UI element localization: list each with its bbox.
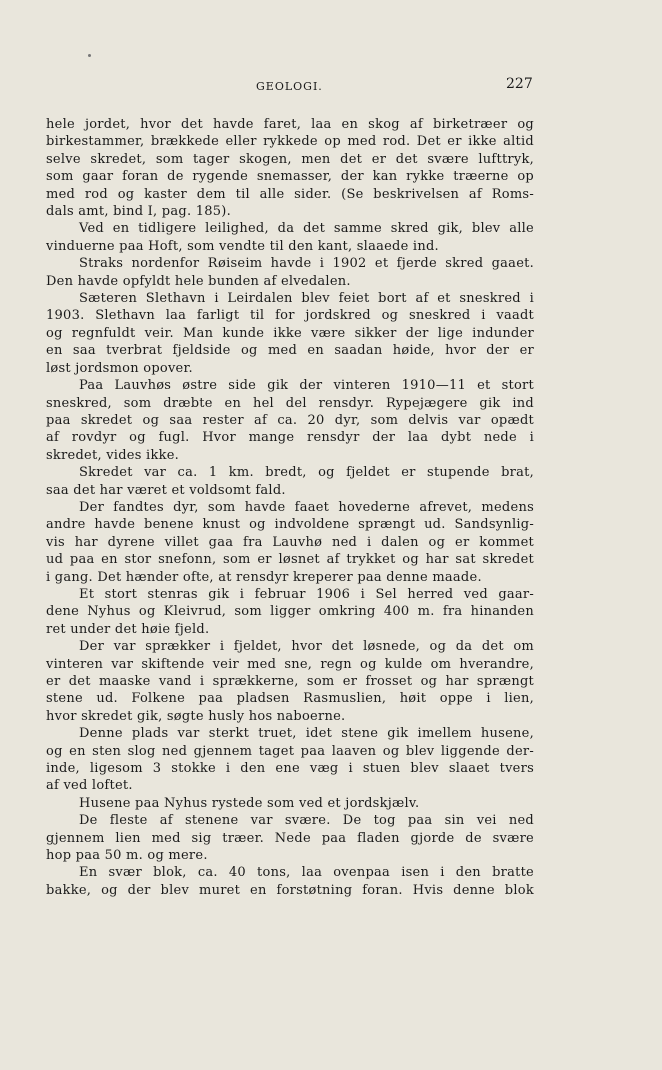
text-line: Skredet var ca. 1 km. bredt, og fjeldet er stupende brat, (79, 465, 534, 481)
text-line: selve skredet, som tager skogen, men det er det svære lufttryk, (46, 151, 534, 167)
text-line: birkestammer, brækkede eller rykkede op med rod. Det er ikke altid (46, 134, 534, 150)
text-line: af rovdyr og fugl. Hvor mange rensdyr der laa dybt nede i (46, 430, 534, 446)
text-line: Ved en tidligere leilighed, da det samme skred gik, blev alle (79, 221, 534, 237)
text-line: af ved loftet. (46, 778, 133, 794)
text-line: som gaar foran de rygende snemasser, der kan rykke træerne op (46, 169, 534, 185)
text-line: stene ud. Folkene paa pladsen Rasmuslien, høit oppe i lien, (46, 691, 534, 707)
ink-speck (88, 54, 91, 57)
text-line: er det maaske vand i sprækkerne, som er frosset og har sprængt (46, 674, 534, 689)
text-line: Straks nordenfor Røiseim havde i 1902 et fjerde skred gaaet. (79, 256, 534, 272)
text-line: andre havde benene knust og indvoldene sprængt ud. Sandsynlig- (46, 517, 534, 533)
text-line: med rod og kaster dem til alle sider. (Se beskrivelsen af Roms- (46, 186, 534, 202)
text-line: paa skredet og saa rester af ca. 20 dyr, som delvis var opædt (46, 412, 534, 428)
text-line: Den havde opfyldt hele bunden af elvedalen. (46, 273, 351, 289)
text-line: dals amt, bind I, pag. 185). (46, 204, 231, 220)
text-line: saa det har været et voldsomt fald. (46, 482, 286, 498)
text-line: vinduerne paa Hoft, som vendte til den kant, slaaede ind. (46, 238, 439, 254)
text-line: En svær blok, ca. 40 tons, laa ovenpaa isen i den bratte (79, 865, 534, 881)
text-line: De fleste af stenene var svære. De tog paa sin vei ned (79, 813, 534, 829)
text-line: Der fandtes dyr, som havde faaet hovederne afrevet, medens (79, 499, 534, 515)
text-line: Denne plads var sterkt truet, idet stene gik imellem husene, (79, 726, 534, 742)
text-line: hvor skredet gik, søgte husly hos naboerne. (46, 708, 346, 724)
text-line: hele jordet, hvor det havde faret, laa en skog af birketræer og (46, 117, 534, 132)
body-text (46, 116, 534, 899)
text-line: ret under det høie fjeld. (46, 621, 210, 637)
text-line: ud paa en stor snefonn, som er løsnet af trykket og har sat skredet (46, 552, 534, 568)
text-line: i gang. Det hænder ofte, at rensdyr kreperer paa denne maade. (46, 569, 482, 585)
text-line: vinteren var skiftende veir med sne, regn og kulde om hverandre, (46, 656, 534, 672)
running-title: GEOLOGI. (256, 80, 323, 93)
text-line: og en sten slog ned gjennem taget paa laaven og blev liggende der- (46, 743, 534, 759)
page-number: 227 (506, 76, 533, 92)
text-line: Et stort stenras gik i februar 1906 i Sel herred ved gaar- (79, 586, 534, 602)
text-line: 1903. Slethavn laa farligt til for jordskred og sneskred i vaadt (46, 308, 534, 324)
text-line: Paa Lauvhøs østre side gik der vinteren 1910—11 et stort (79, 378, 534, 394)
text-line: Der var sprækker i fjeldet, hvor det løsnede, og da det om (79, 639, 534, 655)
text-line: dene Nyhus og Kleivrud, som ligger omkring 400 m. fra hinanden (46, 604, 534, 620)
text-line: skredet, vides ikke. (46, 447, 180, 463)
text-line: hop paa 50 m. og mere. (46, 848, 208, 864)
text-line: en saa tverbrat fjeldside og med en saadan høide, hvor der er (46, 343, 534, 359)
text-line: og regnfuldt veir. Man kunde ikke være sikker der lige indunder (46, 325, 534, 341)
text-line: gjennem lien med sig træer. Nede paa fladen gjorde de svære (46, 830, 534, 846)
text-line: Husene paa Nyhus rystede som ved et jordskjælv. (79, 795, 420, 811)
text-line: løst jordsmon opover. (46, 360, 193, 376)
text-line: Sæteren Slethavn i Leirdalen blev feiet bort af et sneskred i (79, 291, 534, 307)
text-line: bakke, og der blev muret en forstøtning foran. Hvis denne blok (46, 882, 534, 898)
text-line: sneskred, som dræbte en hel del rensdyr. Rypejægere gik ind (46, 395, 534, 411)
text-line: vis har dyrene villet gaa fra Lauvhø ned i dalen og er kommet (46, 534, 534, 550)
text-line: inde, ligesom 3 stokke i den ene væg i stuen blev slaaet tvers (46, 761, 534, 777)
